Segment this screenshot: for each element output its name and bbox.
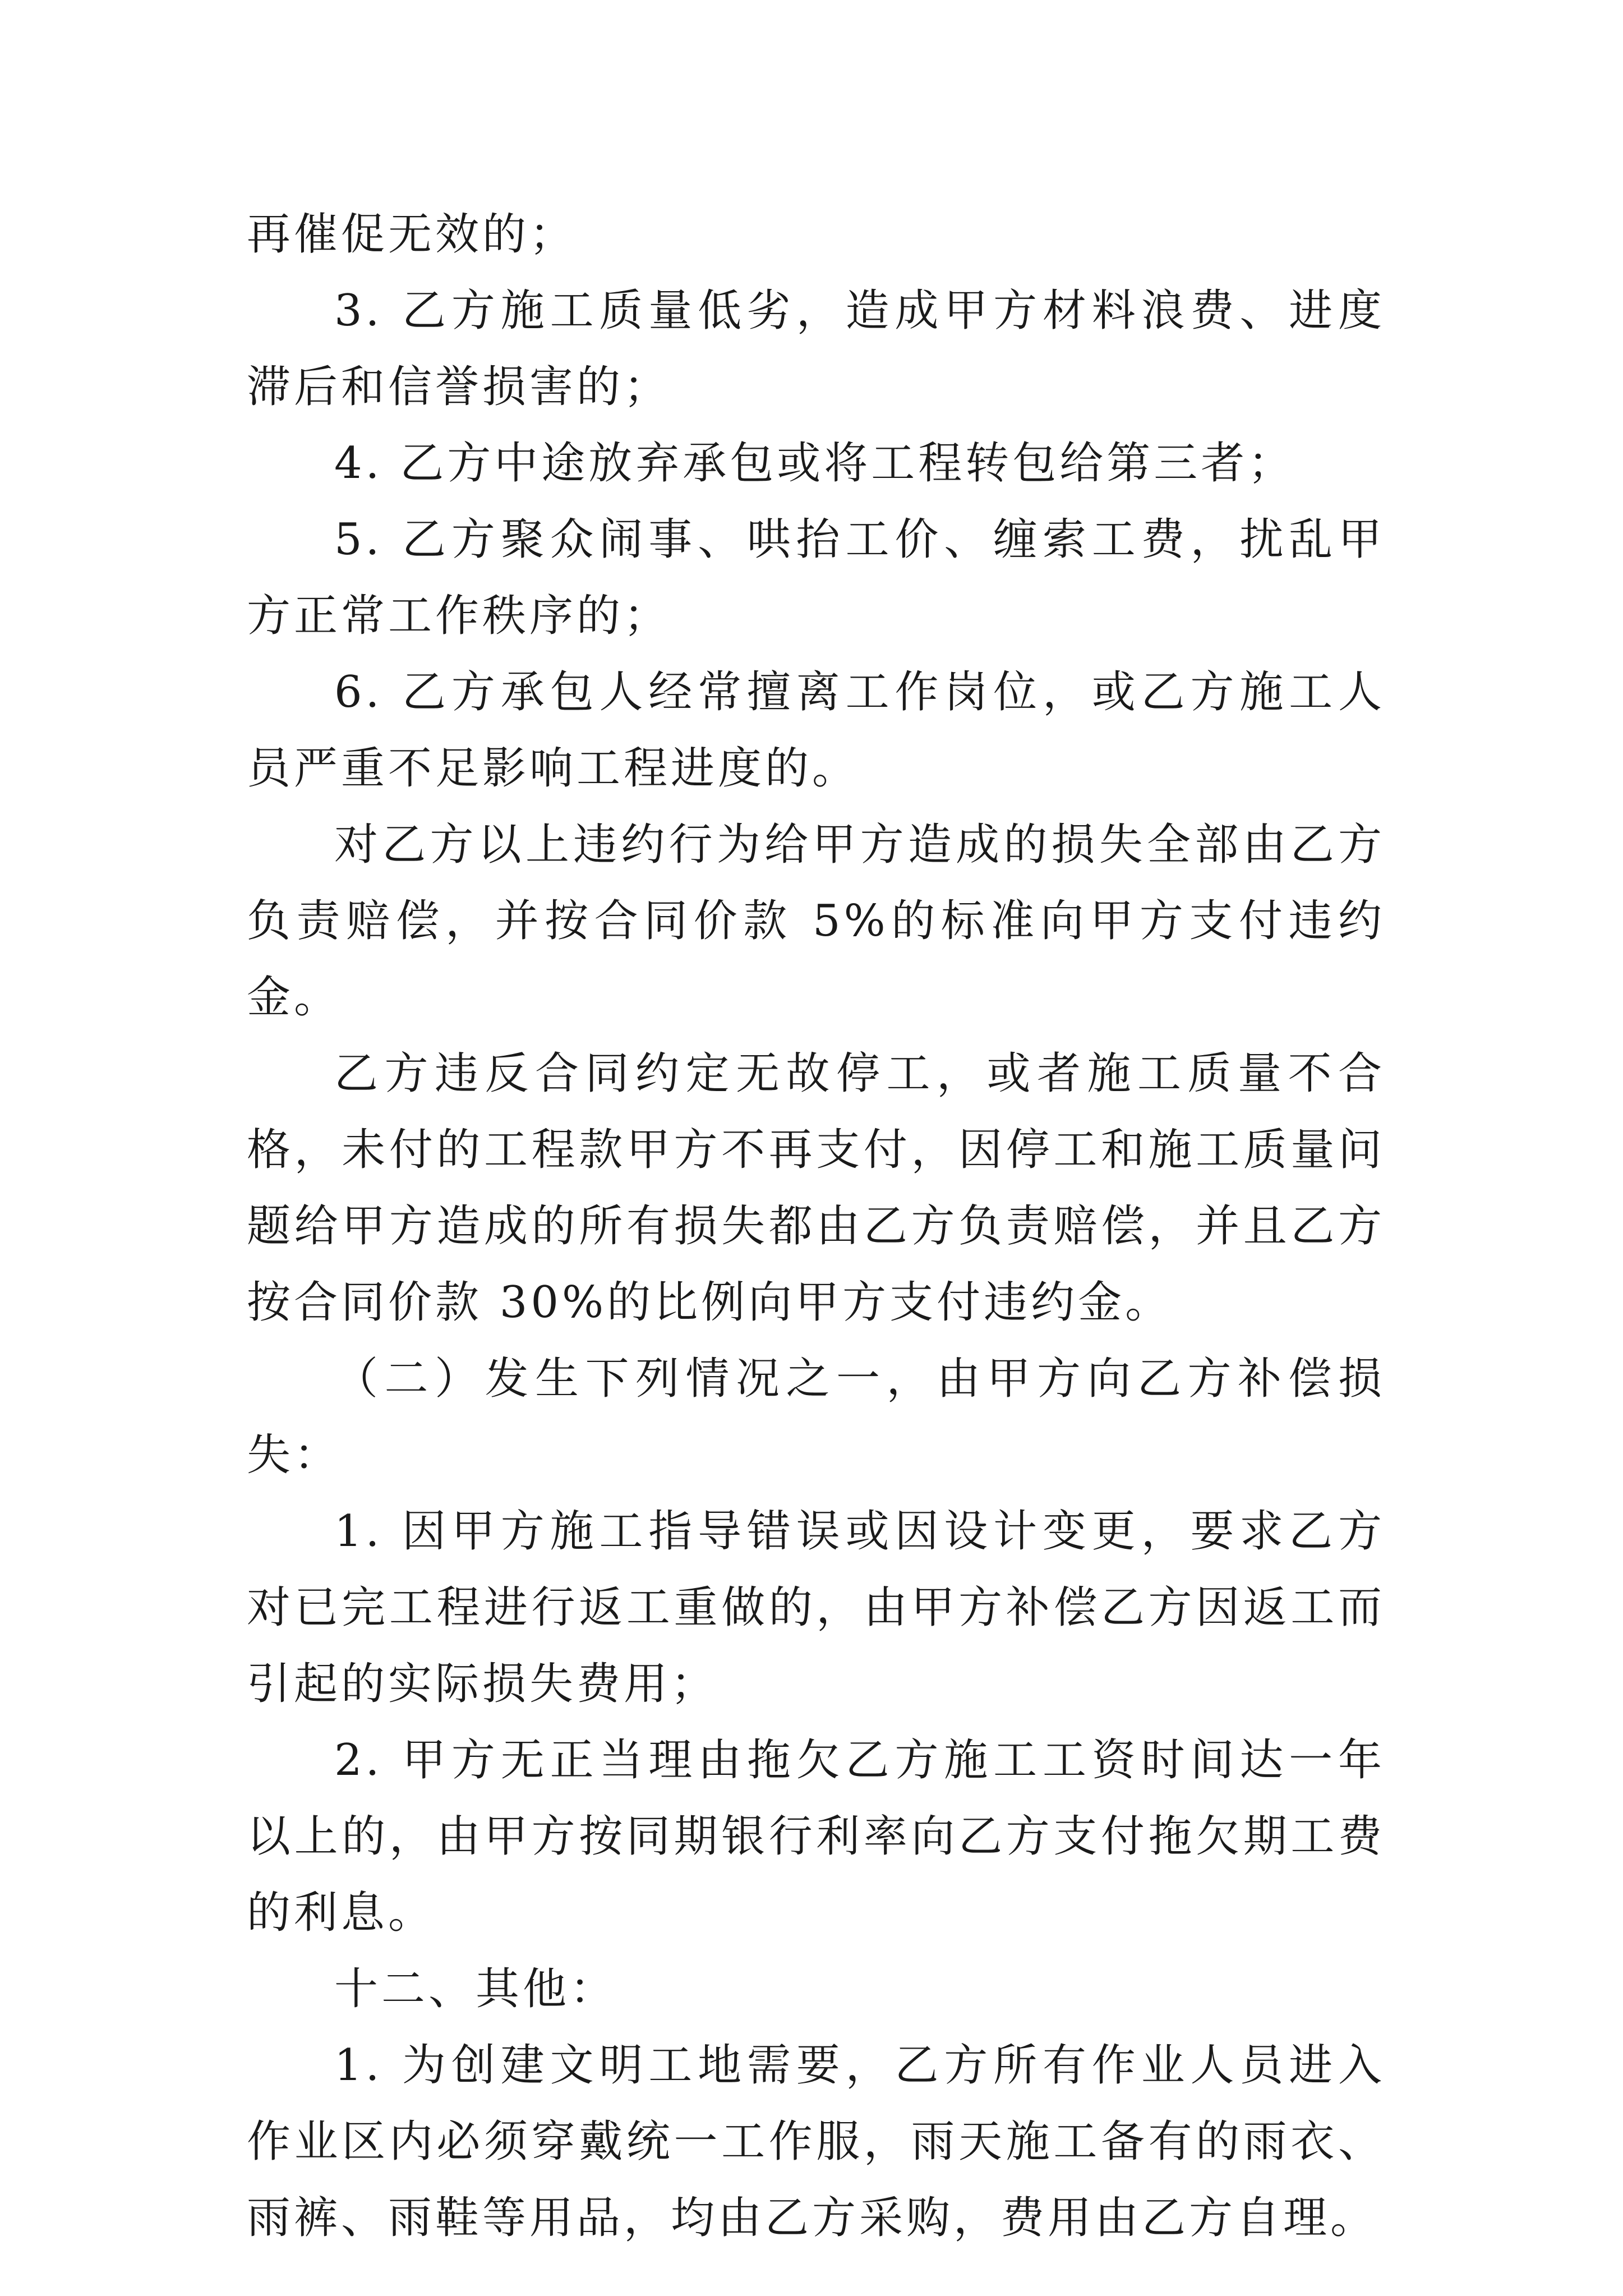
document-body xyxy=(247,196,1385,2256)
paragraph-penalty-30-percent: 乙方违反合同约定无故停工，或者施工质量不合格，未付的工程款甲方不再支付，因停工和施工质量问题给甲方造成的所有损失都由乙方负责赔偿，并且乙方按合同价款 30%的比例向甲方支付违约金。 xyxy=(247,1048,1385,1328)
paragraph-party-a-item-2: 2. 甲方无正当理由拖欠乙方施工工资时间达一年以上的，由甲方按同期银行利率向乙方支付拖欠期工费的利息。 xyxy=(247,1735,1385,1938)
paragraph-item-5: 5. 乙方聚众闹事、哄抬工价、缠索工费，扰乱甲方正常工作秩序的； xyxy=(247,514,1385,641)
paragraph-continuation: 再催促无效的； xyxy=(247,209,577,260)
paragraph-other-item-1: 1. 为创建文明工地需要，乙方所有作业人员进入作业区内必须穿戴统一工作服，雨天施工备有的雨衣、雨裤、雨鞋等用品，均由乙方采购，费用由乙方自理。 xyxy=(247,2040,1385,2243)
paragraph-item-3: 3. 乙方施工质量低劣，造成甲方材料浪费、进度滞后和信誉损害的； xyxy=(247,286,1385,412)
paragraph-section-12-heading: 十二、其他： xyxy=(334,1964,617,2014)
paragraph-item-4: 4. 乙方中途放弃承包或将工程转包给第三者； xyxy=(334,438,1295,489)
paragraph-section-2-heading: （二）发生下列情况之一，由甲方向乙方补偿损失： xyxy=(247,1354,1385,1480)
paragraph-item-6: 6. 乙方承包人经常擅离工作岗位，或乙方施工人员严重不足影响工程进度的。 xyxy=(247,667,1385,794)
paragraph-penalty-5-percent: 对乙方以上违约行为给甲方造成的损失全部由乙方负责赔偿，并按合同价款 5%的标准向甲方支付违约金。 xyxy=(247,820,1385,1023)
paragraph-party-a-item-1: 1. 因甲方施工指导错误或因设计变更，要求乙方对已完工程进行返工重做的，由甲方补偿乙方因返工而引起的实际损失费用； xyxy=(247,1506,1385,1709)
